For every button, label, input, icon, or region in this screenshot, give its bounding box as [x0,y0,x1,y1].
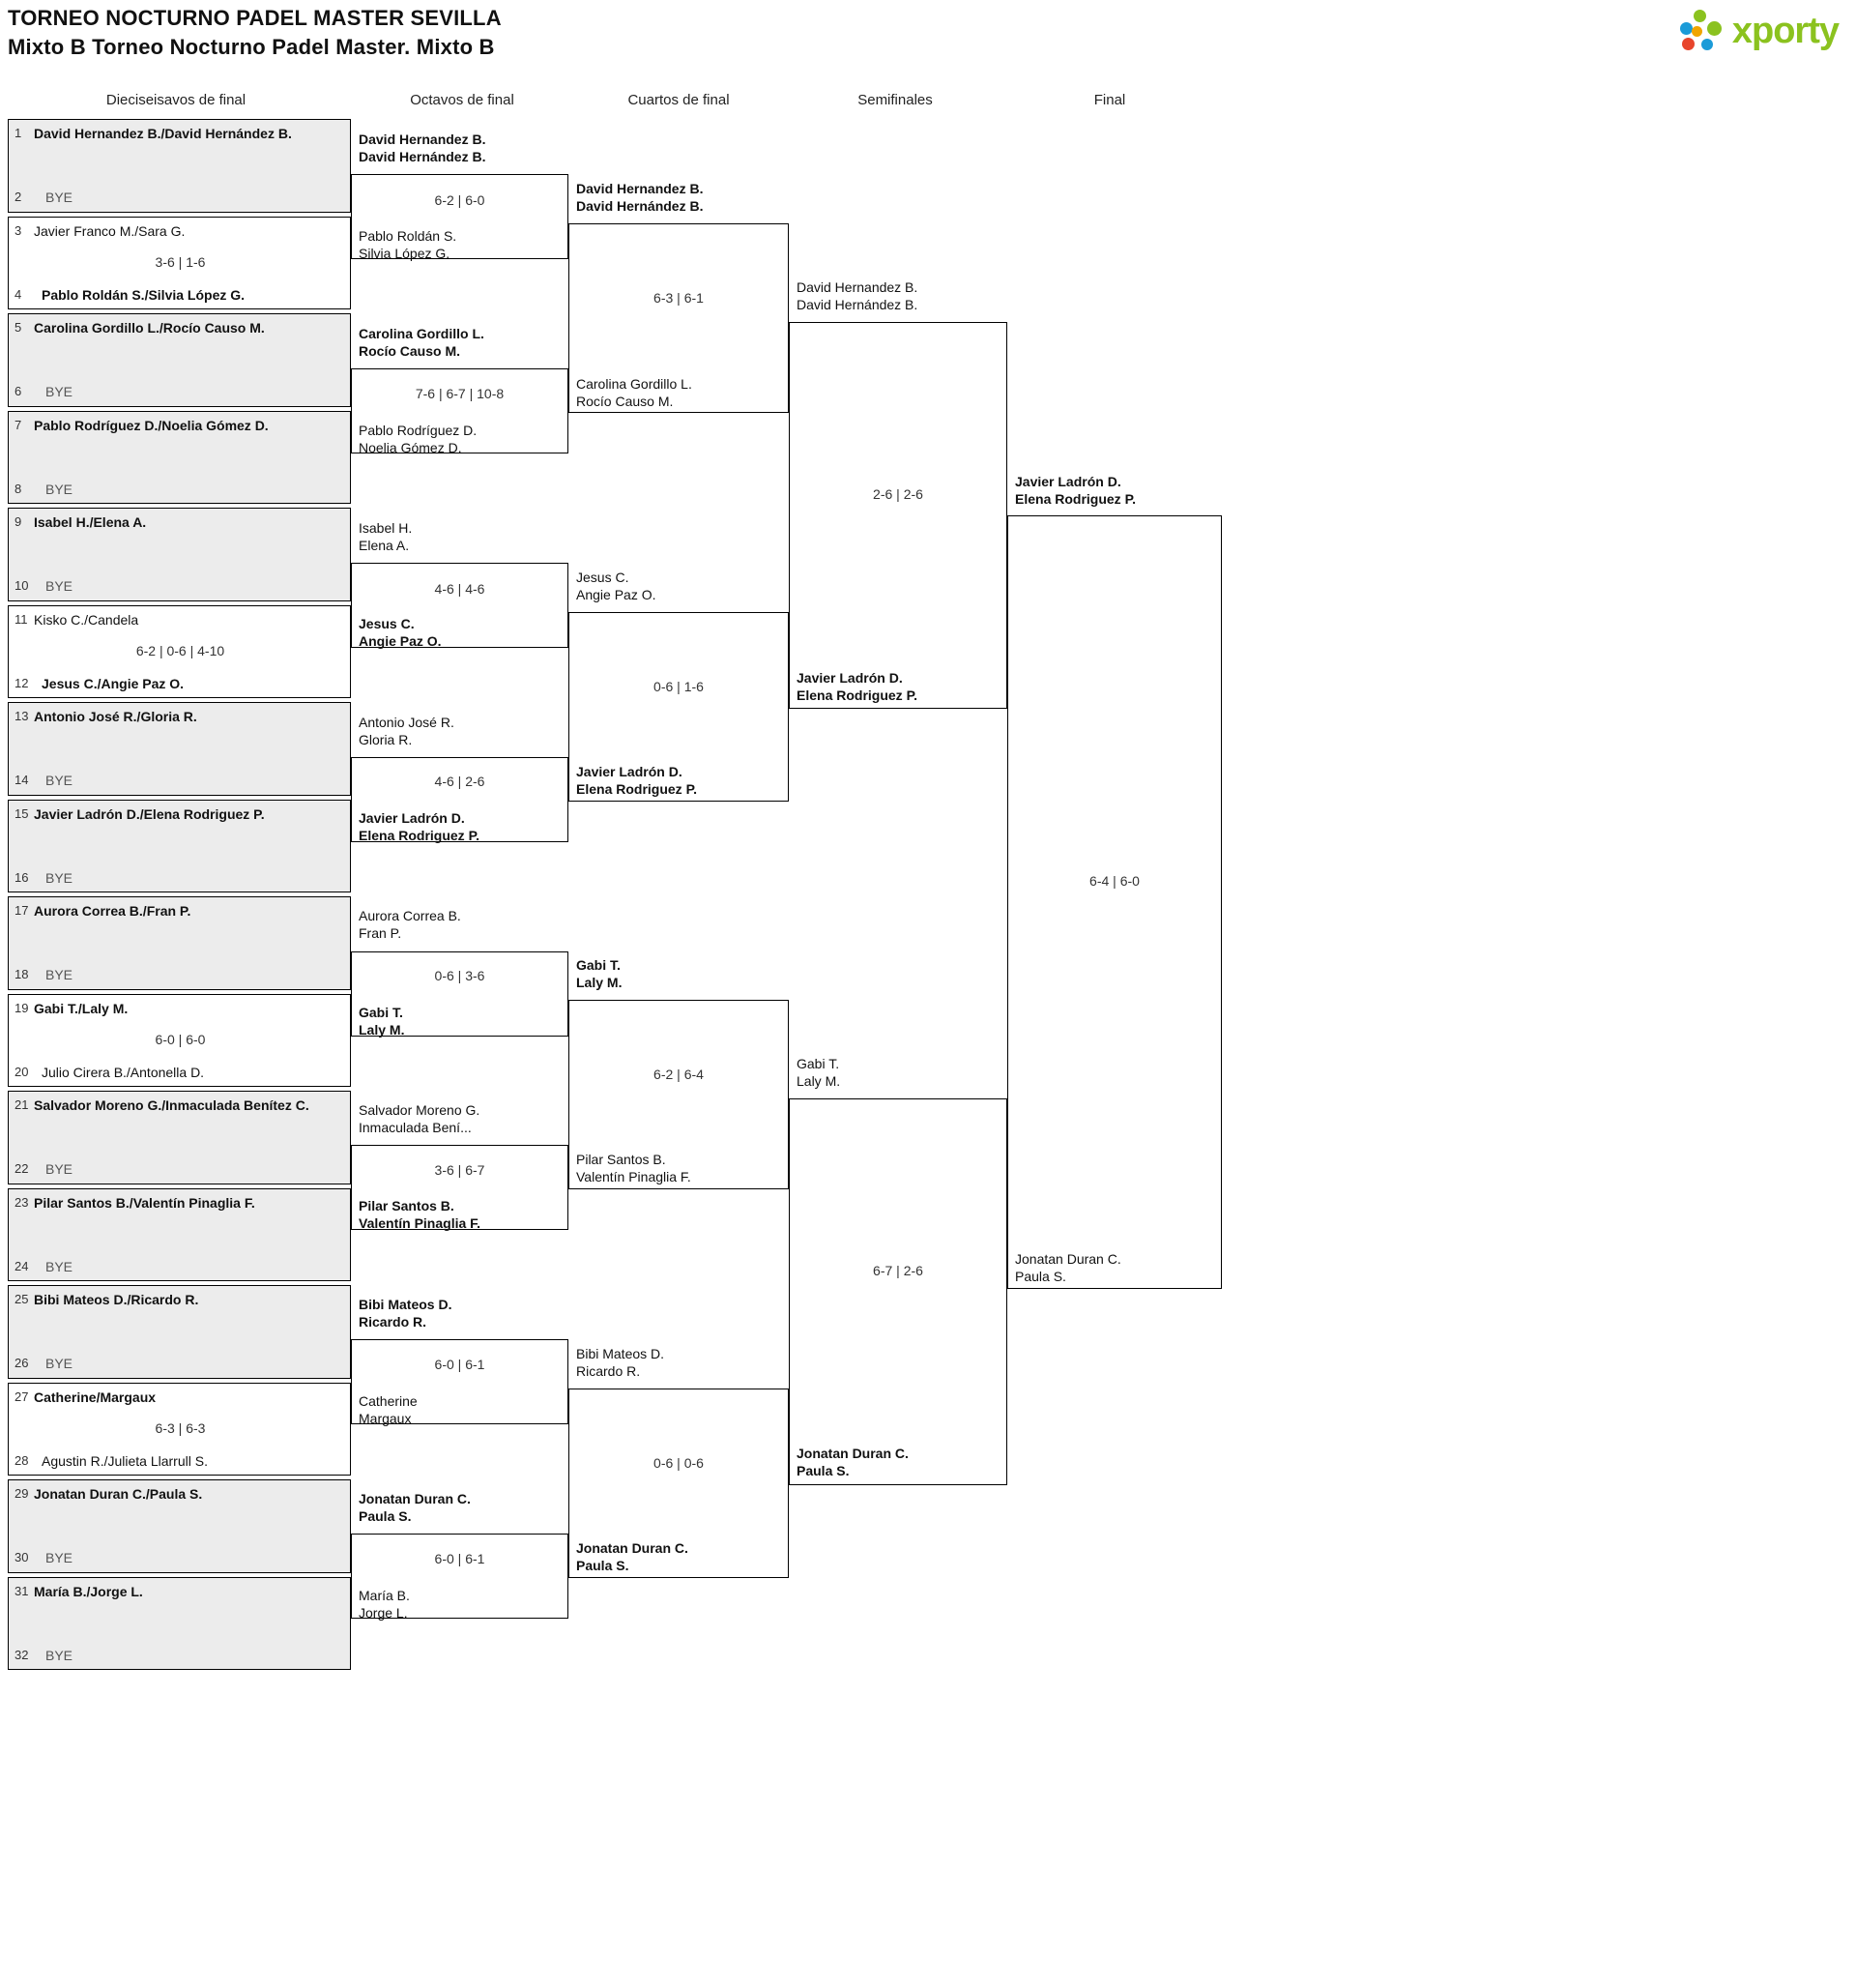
cuartos-player: Paula S. [576,1558,629,1573]
r16-match-3[interactable] [8,313,351,407]
seed-number: 4 [14,286,22,302]
seed-number: 5 [14,320,22,335]
seed-number: 17 [14,903,29,918]
seed-number: 10 [14,578,29,593]
seed-number: 9 [14,514,22,529]
player-name: Pablo Roldán S./Silvia López G. [42,286,246,303]
round-header-3: Semifinales [857,92,933,108]
seed-number: 12 [14,675,29,690]
seed-number: 18 [14,967,29,981]
r16-match-7[interactable] [8,702,351,796]
octavos-score: 0-6 | 3-6 [434,968,485,983]
r16-match-15[interactable] [8,1479,351,1573]
semis-player: Paula S. [797,1463,850,1478]
cuartos-player: Elena Rodriguez P. [576,781,697,797]
player-name: Isabel H./Elena A. [34,514,147,530]
final-player: Paula S. [1015,1269,1066,1284]
semis-player: Gabi T. [797,1056,840,1071]
semis-player: David Hernández B. [797,297,918,312]
player-name: BYE [45,481,73,497]
seed-number: 30 [14,1550,29,1564]
r16-match-11[interactable] [8,1091,351,1184]
player-name: Julio Cirera B./Antonella D. [42,1064,205,1080]
seed-number: 28 [14,1452,29,1468]
seed-number: 20 [14,1064,29,1079]
octavos-player: Gloria R. [359,732,413,747]
final-player: Elena Rodriguez P. [1015,491,1136,507]
octavos-player: Salvador Moreno G. [359,1102,480,1118]
seed-number: 8 [14,481,22,496]
octavos-score: 4-6 | 4-6 [434,581,485,597]
r16-match-10[interactable] [8,994,351,1088]
seed-number: 32 [14,1647,29,1662]
seed-number: 26 [14,1356,29,1370]
player-name: Bibi Mateos D./Ricardo R. [34,1292,199,1307]
seed-number: 3 [14,222,22,238]
octavos-player: Pilar Santos B. [359,1198,454,1213]
seed-number: 1 [14,126,22,140]
r16-match-4[interactable] [8,411,351,505]
octavos-player: Isabel H. [359,520,413,536]
player-name: BYE [45,1550,73,1565]
player-name: BYE [45,190,73,205]
seed-number: 29 [14,1486,29,1501]
final-score: 6-4 | 6-0 [1089,873,1140,889]
cuartos-player: Bibi Mateos D. [576,1346,665,1361]
cuartos-player: Javier Ladrón D. [576,764,682,779]
player-name: Aurora Correa B./Fran P. [34,903,191,919]
octavos-player: Javier Ladrón D. [359,810,465,826]
octavos-player: Pablo Roldán S. [359,228,457,244]
player-name: Antonio José R./Gloria R. [34,709,197,724]
match-score: 6-0 | 6-0 [155,1031,206,1047]
player-name: BYE [45,1647,73,1663]
player-name: Jonatan Duran C./Paula S. [34,1486,203,1502]
r16-match-9[interactable] [8,896,351,990]
octavos-player: Elena A. [359,538,410,553]
cuartos-player: Pilar Santos B. [576,1152,666,1167]
octavos-player: Elena Rodriguez P. [359,828,479,843]
seed-number: 23 [14,1194,29,1210]
player-name: BYE [45,1356,73,1371]
player-name: BYE [45,578,73,594]
player-name: Catherine/Margaux [34,1389,157,1405]
octavos-player: Carolina Gordillo L. [359,326,484,341]
round-header-2: Cuartos de final [627,92,730,108]
cuartos-player: Jonatan Duran C. [576,1540,688,1556]
octavos-player: Aurora Correa B. [359,908,461,923]
cuartos-player: Laly M. [576,975,623,990]
logo-text: xporty [1731,10,1839,51]
seed-number: 16 [14,869,29,885]
octavos-player: Noelia Gómez D. [359,440,462,455]
player-name: Agustin R./Julieta Llarrull S. [42,1452,208,1469]
r16-match-13[interactable] [8,1285,351,1379]
seed-number: 24 [14,1258,29,1273]
octavos-score: 7-6 | 6-7 | 10-8 [415,386,505,401]
octavos-player: Bibi Mateos D. [359,1297,452,1312]
cuartos-player: Angie Paz O. [576,587,656,602]
player-name: Gabi T./Laly M. [34,1000,129,1016]
octavos-player: Paula S. [359,1508,412,1524]
final-match[interactable] [1007,515,1222,1289]
tournament-title-line2: Mixto B Torneo Nocturno Padel Master. Mixto B [8,35,495,59]
cuartos-player: Ricardo R. [576,1363,641,1379]
seed-number: 15 [14,805,29,821]
player-name: Jesus C./Angie Paz O. [42,675,185,691]
octavos-player: Fran P. [359,925,402,941]
octavos-player: Catherine [359,1393,418,1409]
player-name: Javier Franco M./Sara G. [34,222,186,239]
seed-number: 13 [14,709,29,723]
octavos-player: Jonatan Duran C. [359,1491,471,1506]
cuartos-player: Valentín Pinaglia F. [576,1169,691,1184]
cuartos-score: 0-6 | 1-6 [653,679,704,694]
semis-match-1[interactable] [789,322,1007,709]
seed-number: 27 [14,1389,29,1404]
cuartos-player: Jesus C. [576,570,629,585]
round-header-0: Dieciseisavos de final [105,92,246,108]
semis-player: Jonatan Duran C. [797,1446,909,1461]
octavos-player: Ricardo R. [359,1314,427,1330]
round-header-1: Octavos de final [410,92,514,108]
match-score: 6-2 | 0-6 | 4-10 [135,642,225,658]
semis-score: 6-7 | 2-6 [873,1263,923,1278]
seed-number: 22 [14,1161,29,1176]
logo-dots-icon [1680,10,1725,52]
seed-number: 2 [14,190,22,204]
match-score: 3-6 | 1-6 [155,253,206,270]
octavos-player: María B. [359,1588,410,1603]
octavos-player: Valentín Pinaglia F. [359,1215,481,1231]
cuartos-score: 6-2 | 6-4 [653,1067,704,1082]
player-name: BYE [45,1258,73,1274]
player-name: Kisko C./Candela [34,611,139,628]
cuartos-player: Carolina Gordillo L. [576,376,692,392]
octavos-player: David Hernandez B. [359,132,486,147]
octavos-player: Angie Paz O. [359,633,442,649]
cuartos-score: 6-3 | 6-1 [653,290,704,306]
semis-player: David Hernandez B. [797,279,918,295]
seed-number: 31 [14,1583,29,1598]
octavos-score: 4-6 | 2-6 [434,774,485,789]
octavos-score: 6-0 | 6-1 [434,1551,485,1566]
semis-match-2[interactable] [789,1098,1007,1485]
r16-match-12[interactable] [8,1188,351,1282]
octavos-player: Antonio José R. [359,715,454,730]
cuartos-player: David Hernández B. [576,198,704,214]
player-name: BYE [45,384,73,399]
player-name: BYE [45,773,73,788]
cuartos-score: 0-6 | 0-6 [653,1455,704,1471]
match-score: 6-3 | 6-3 [155,1419,206,1436]
round-header-4: Final [1093,92,1126,108]
semis-player: Elena Rodriguez P. [797,687,917,703]
octavos-player: Laly M. [359,1022,405,1038]
seed-number: 6 [14,384,22,398]
player-name: María B./Jorge L. [34,1583,143,1599]
player-name: BYE [45,869,73,886]
octavos-player: Jorge L. [359,1605,408,1621]
seed-number: 11 [14,611,28,627]
player-name: Carolina Gordillo L./Rocío Causo M. [34,320,265,336]
octavos-player: David Hernández B. [359,149,486,164]
player-name: David Hernandez B./David Hernández B. [34,126,292,141]
player-name: BYE [45,967,73,982]
semis-player: Laly M. [797,1073,841,1089]
final-player: Jonatan Duran C. [1015,1251,1121,1267]
r16-match-5[interactable] [8,508,351,601]
octavos-player: Gabi T. [359,1005,403,1020]
semis-score: 2-6 | 2-6 [873,486,923,502]
cuartos-player: Gabi T. [576,957,621,973]
player-name: Javier Ladrón D./Elena Rodriguez P. [34,805,265,822]
xporty-logo [1680,10,1839,52]
cuartos-player: David Hernandez B. [576,181,704,196]
octavos-player: Inmaculada Bení... [359,1120,472,1135]
player-name: Pablo Rodríguez D./Noelia Gómez D. [34,417,269,433]
octavos-player: Pablo Rodríguez D. [359,423,478,438]
seed-number: 14 [14,773,29,787]
player-name: Salvador Moreno G./Inmaculada Benítez C. [34,1097,309,1113]
semis-player: Javier Ladrón D. [797,670,903,686]
r16-match-16[interactable] [8,1577,351,1671]
player-name: Pilar Santos B./Valentín Pinaglia F. [34,1194,255,1211]
r16-match-1[interactable] [8,119,351,213]
cuartos-player: Rocío Causo M. [576,394,674,409]
seed-number: 25 [14,1292,29,1306]
octavos-player: Rocío Causo M. [359,343,461,359]
player-name: BYE [45,1161,73,1177]
tournament-title-line1: TORNEO NOCTURNO PADEL MASTER SEVILLA [8,6,502,30]
r16-match-8[interactable] [8,800,351,893]
r16-match-6[interactable] [8,605,351,699]
octavos-score: 6-0 | 6-1 [434,1357,485,1372]
r16-match-2[interactable] [8,217,351,310]
octavos-player: Margaux [359,1411,412,1426]
octavos-player: Jesus C. [359,616,415,631]
seed-number: 21 [14,1097,29,1112]
seed-number: 19 [14,1000,29,1015]
octavos-player: Silvia López G. [359,246,450,261]
r16-match-14[interactable] [8,1383,351,1476]
seed-number: 7 [14,417,22,432]
octavos-score: 6-2 | 6-0 [434,192,485,208]
octavos-score: 3-6 | 6-7 [434,1162,485,1178]
final-player: Javier Ladrón D. [1015,474,1121,489]
